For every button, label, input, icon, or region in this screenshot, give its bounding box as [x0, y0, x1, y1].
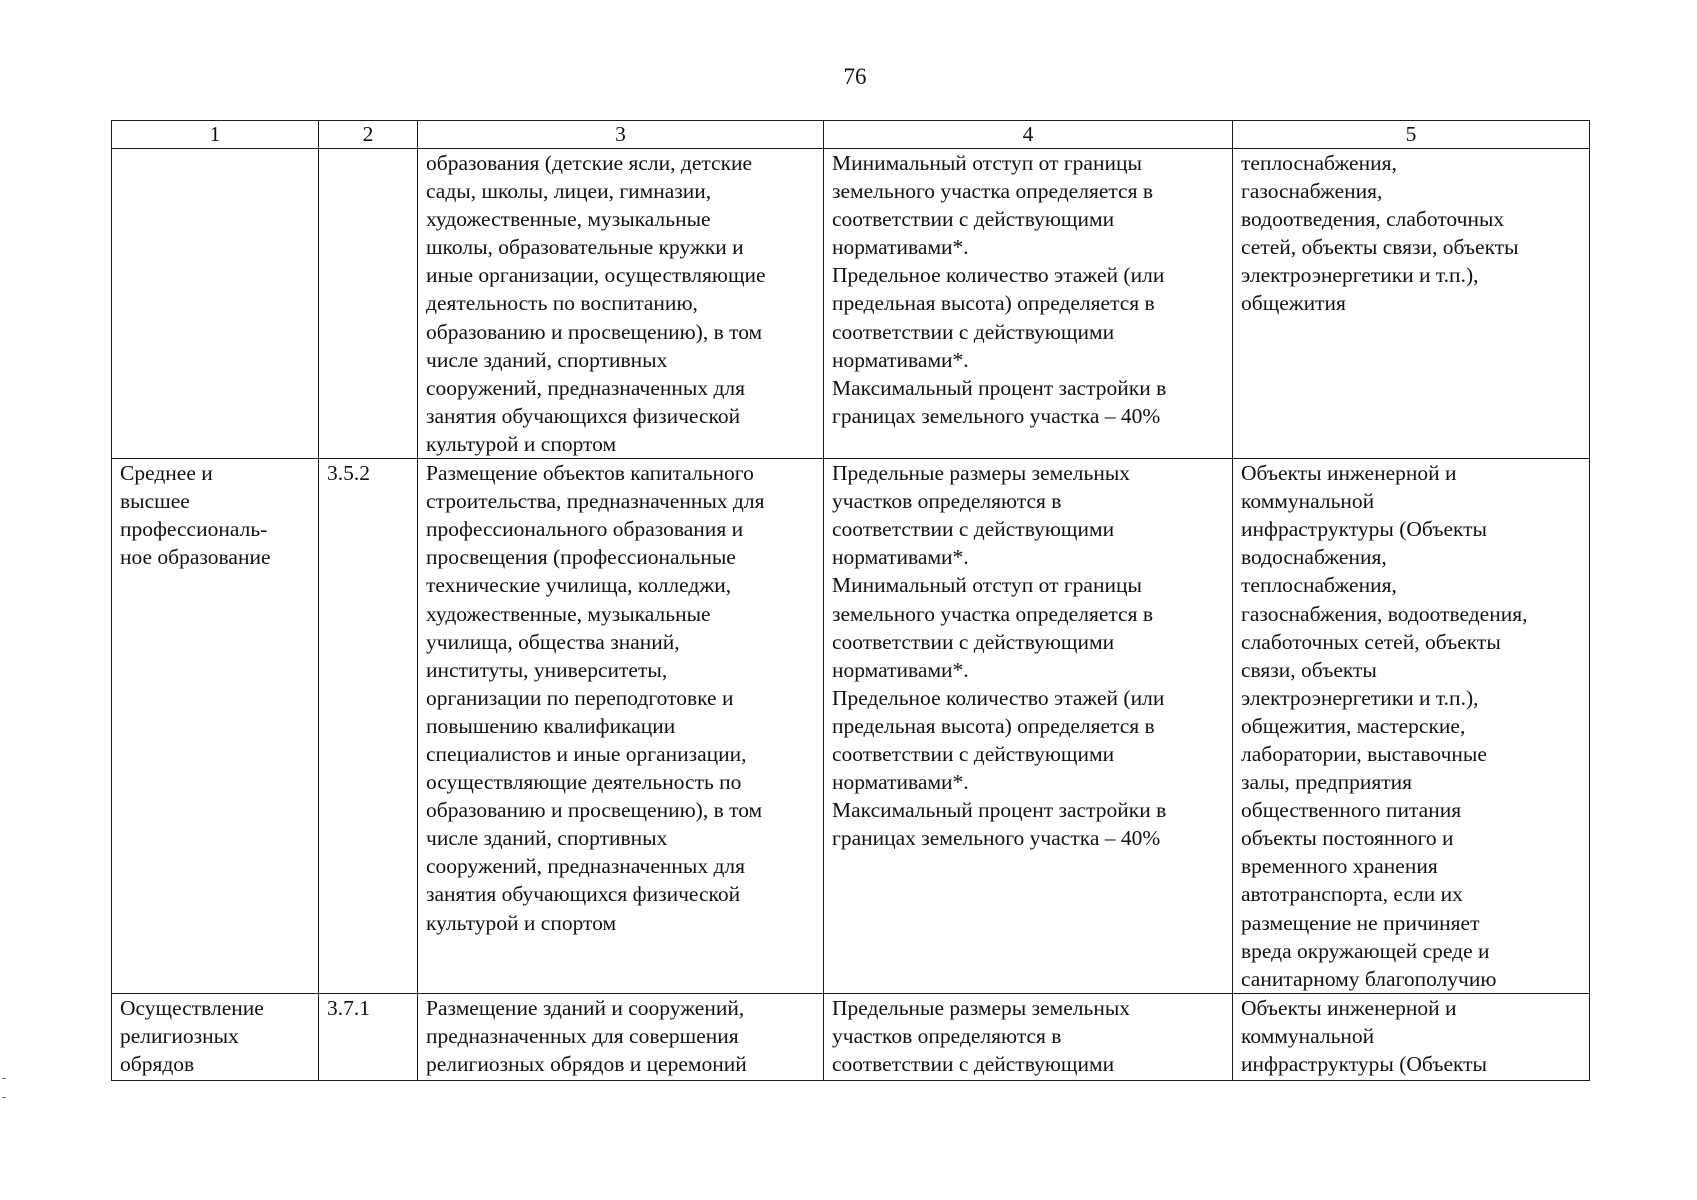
parameters-cell: Минимальный отступ от границы земельного участка определяется в соответствии с действующими нормативами*. Предельное количество этажей (или предельная высота) определяется в соответствии с действующими нормативами*. Максимальный процент застройки в границах земельного участка – 40%: [824, 149, 1233, 459]
column-header: 3: [418, 121, 824, 149]
use-name-cell: [112, 149, 319, 459]
use-description-cell: образования (детские ясли, детские сады, школы, лицеи, гимназии, художественные, музыкальные школы, образовательные кружки и иные организации, осуществляющие деятельность по воспитанию, образованию и просвещению), в том числе зданий, спортивных сооружений, предназначенных для занятия обучающихся физической культурой и спортом: [418, 149, 824, 459]
auxiliary-uses-cell: Объекты инженерной и коммунальной инфраструктуры (Объекты: [1233, 993, 1590, 1080]
use-description-cell: Размещение объектов капитального строительства, предназначенных для профессионального образования и просвещения (профессиональные технические училища, колледжи, художественные, музыкальные училища, общества знаний, институты, университеты, организации по переподготовке и повышению квалификации специалистов и иные организации, осуществляющие деятельность по образованию и просвещению), в том числе зданий, спортивных сооружений, предназначенных для занятия обучающихся физической культурой и спортом: [418, 459, 824, 994]
use-name-cell: Осуществление религиозных обрядов: [112, 993, 319, 1080]
table-header-row: [112, 121, 1590, 149]
use-name-cell: Среднее и высшее профессиональ- ное образование: [112, 459, 319, 994]
column-header: 2: [319, 121, 418, 149]
use-code-cell: [319, 149, 418, 459]
column-header: 5: [1233, 121, 1590, 149]
auxiliary-uses-cell: Объекты инженерной и коммунальной инфраструктуры (Объекты водоснабжения, теплоснабжения, газоснабжения, водоотведения, слаботочных сетей, объекты связи, объекты электроэнергетики и т.п.), общежития, мастерские, лаборатории, выставочные залы, предприятия общественного питания объекты постоянного и временного хранения автотранспорта, если их размещение не причиняет вреда окружающей среде и санитарному благополучию: [1233, 459, 1590, 994]
auxiliary-uses-cell: теплоснабжения, газоснабжения, водоотведения, слаботочных сетей, объекты связи, объекты электроэнергетики и т.п.), общежития: [1233, 149, 1590, 459]
parameters-cell: Предельные размеры земельных участков определяются в соответствии с действующими нормативами*. Минимальный отступ от границы земельного участка определяется в соответствии с действующими нормативами*. Предельное количество этажей (или предельная высота) определяется в соответствии с действующими нормативами*. Максимальный процент застройки в границах земельного участка – 40%: [824, 459, 1233, 994]
parameters-cell: Предельные размеры земельных участков определяются в соответствии с действующими: [824, 993, 1233, 1080]
use-code-cell: 3.7.1: [319, 993, 418, 1080]
column-header: 1: [112, 121, 319, 149]
page-number: 76: [843, 64, 867, 89]
scan-margin-mark: [2, 1078, 6, 1098]
use-description-cell: Размещение зданий и сооружений, предназначенных для совершения религиозных обрядов и церемоний: [418, 993, 824, 1080]
table-row: [112, 993, 1590, 1080]
regulations-table: [111, 120, 1590, 1081]
table-row: [112, 149, 1590, 459]
use-code-cell: 3.5.2: [319, 459, 418, 994]
column-header: 4: [824, 121, 1233, 149]
table-row: [112, 459, 1590, 994]
